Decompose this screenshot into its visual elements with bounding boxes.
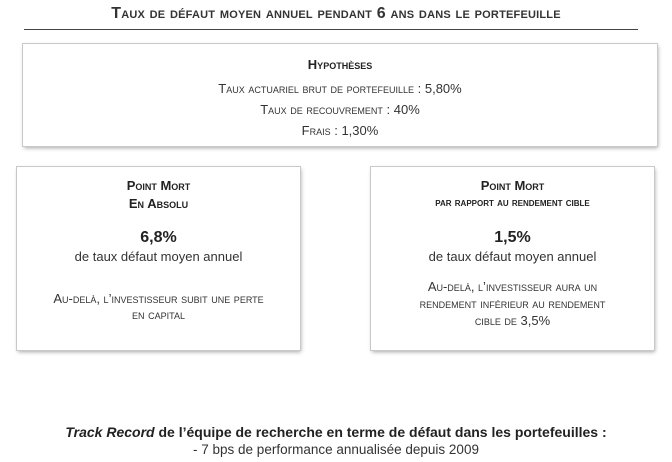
right-heading-line1: Point Mort [480, 178, 545, 193]
right-value: 1,5% [494, 229, 531, 246]
page-title: Taux de défaut moyen annuel pendant 6 ans dans le portefeuille [111, 5, 561, 22]
left-heading-line1: Point Mort [126, 178, 191, 193]
right-value-caption: de taux défaut moyen annuel [428, 249, 597, 264]
right-note-line2: rendement inférieur au rendement [419, 296, 606, 311]
hypothesis-fees: Frais : 1,30% [301, 123, 379, 138]
track-record-statement [0, 424, 672, 440]
breakeven-target-yield-box [371, 167, 654, 350]
right-heading-line2: par rapport au rendement cible [435, 197, 590, 209]
hypothesis-gross-yield: Taux actuariel brut de portefeuille : 5,80% [218, 81, 462, 96]
hypotheses-heading: Hypothèses [307, 57, 373, 72]
left-note-line2: en capital [132, 307, 185, 322]
track-record-emphasis: Track Record [65, 424, 155, 440]
right-note-line1: Au-delà, l’investisseur aura un [427, 279, 598, 294]
hypotheses-box [23, 44, 657, 146]
track-record-text: de l’équipe de recherche en terme de défaut dans les portefeuilles : [154, 424, 607, 440]
right-note-line3: cible de 3,5% [474, 313, 551, 328]
left-value: 6,8% [140, 229, 177, 246]
hypothesis-recovery-rate: Taux de recouvrement : 40% [260, 102, 420, 117]
track-record-bullet: - 7 bps de performance annualisée depuis 2009 [193, 442, 479, 457]
left-value-caption: de taux défaut moyen annuel [74, 249, 243, 264]
breakeven-absolute-box [17, 167, 300, 350]
left-note-line1: Au-delà, l’investisseur subit une perte [53, 291, 264, 306]
left-heading-line2: En Absolu [128, 196, 189, 211]
title-underline [24, 29, 638, 30]
